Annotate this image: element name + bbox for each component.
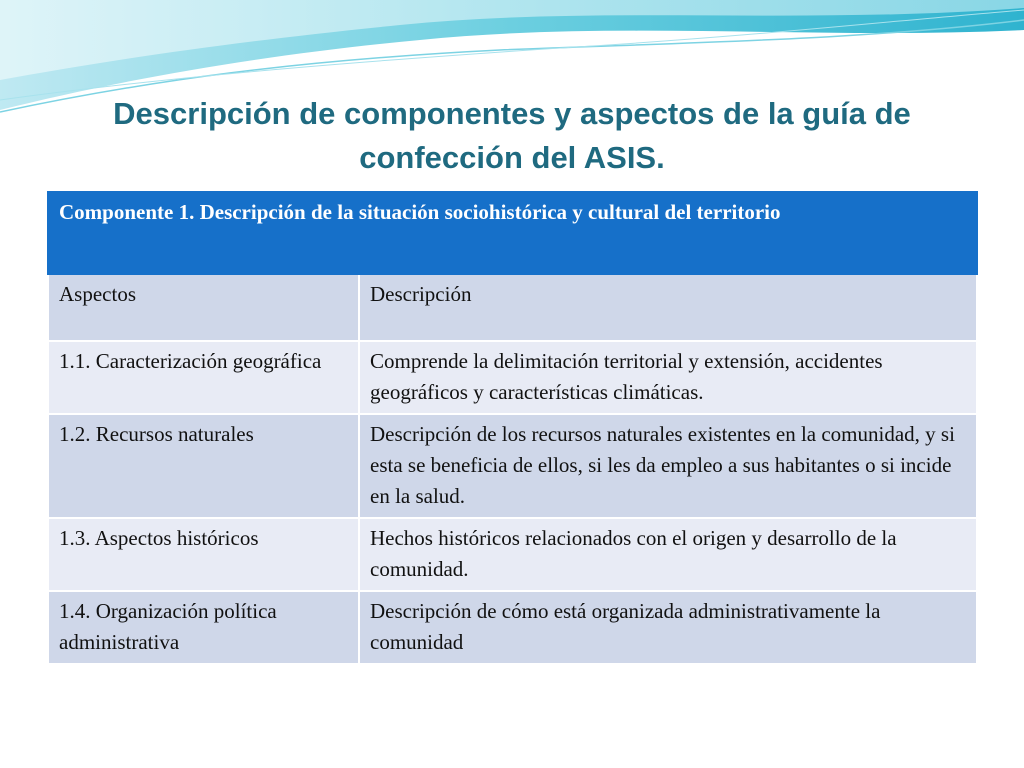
table-row xyxy=(48,518,977,591)
aspect-cell: 1.2. Recursos naturales xyxy=(48,414,359,518)
aspect-cell: Aspectos xyxy=(48,274,359,341)
table-row xyxy=(48,341,977,414)
table-row xyxy=(48,591,977,664)
aspect-cell: 1.1. Caracterización geográfica xyxy=(48,341,359,414)
description-cell: Descripción xyxy=(359,274,977,341)
components-table xyxy=(47,191,978,665)
description-cell: Descripción de los recursos naturales existentes en la comunidad, y si esta se beneficia de ellos, si les da empleo a sus habitantes o si incide en la salud. xyxy=(359,414,977,518)
description-cell: Hechos históricos relacionados con el origen y desarrollo de la comunidad. xyxy=(359,518,977,591)
description-cell: Descripción de cómo está organizada administrativamente la comunidad xyxy=(359,591,977,664)
table-row xyxy=(48,414,977,518)
aspect-cell: 1.4. Organización política administrativa xyxy=(48,591,359,664)
aspect-cell: 1.3. Aspectos históricos xyxy=(48,518,359,591)
table-header: Componente 1. Descripción de la situación sociohistórica y cultural del territorio xyxy=(48,192,977,274)
slide-title: Descripción de componentes y aspectos de la guía de confección del ASIS. xyxy=(113,96,911,175)
description-cell: Comprende la delimitación territorial y extensión, accidentes geográficos y características climáticas. xyxy=(359,341,977,414)
table-header-row xyxy=(48,192,977,274)
table-row xyxy=(48,274,977,341)
